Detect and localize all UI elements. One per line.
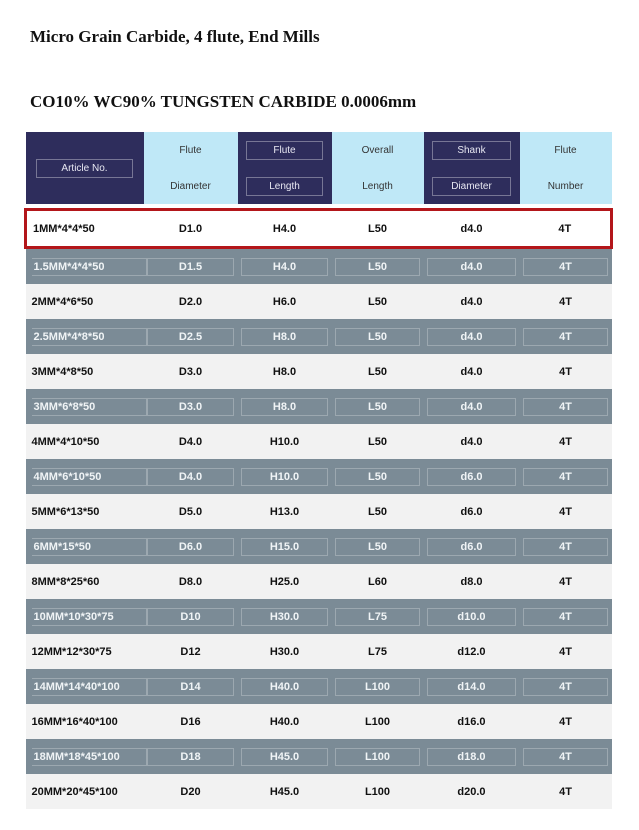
cell-flute-number: 4T xyxy=(520,459,612,494)
cell-article-no: 1.5MM*4*4*50 xyxy=(26,248,144,285)
cell-flute-length: H4.0 xyxy=(238,210,332,248)
cell-flute-number: 4T xyxy=(520,210,612,248)
cell-flute-length: H30.0 xyxy=(238,634,332,669)
header-flute-number-top: Flute xyxy=(520,132,612,168)
cell-flute-length: H8.0 xyxy=(238,354,332,389)
cell-shank-diameter: d4.0 xyxy=(424,424,520,459)
cell-article-no: 14MM*14*40*100 xyxy=(26,669,144,704)
cell-flute-length: H45.0 xyxy=(238,739,332,774)
header-shank-diameter-bottom: Diameter xyxy=(424,168,520,204)
cell-article-no: 2.5MM*4*8*50 xyxy=(26,319,144,354)
cell-flute-diameter: D10 xyxy=(144,599,238,634)
header-overall-length-bottom: Length xyxy=(332,168,424,204)
header-shank-diameter-top: Shank xyxy=(424,132,520,168)
table-row xyxy=(26,599,612,634)
cell-shank-diameter: d16.0 xyxy=(424,704,520,739)
cell-flute-length: H45.0 xyxy=(238,774,332,809)
cell-article-no: 10MM*10*30*75 xyxy=(26,599,144,634)
cell-shank-diameter: d4.0 xyxy=(424,354,520,389)
table-row xyxy=(26,704,612,739)
table-row xyxy=(26,389,612,424)
cell-flute-number: 4T xyxy=(520,564,612,599)
cell-shank-diameter: d8.0 xyxy=(424,564,520,599)
header-flute-length-bottom: Length xyxy=(238,168,332,204)
cell-flute-number: 4T xyxy=(520,319,612,354)
cell-shank-diameter: d18.0 xyxy=(424,739,520,774)
cell-flute-length: H10.0 xyxy=(238,424,332,459)
cell-flute-diameter: D18 xyxy=(144,739,238,774)
cell-shank-diameter: d6.0 xyxy=(424,529,520,564)
cell-flute-diameter: D16 xyxy=(144,704,238,739)
cell-flute-diameter: D6.0 xyxy=(144,529,238,564)
cell-flute-diameter: D8.0 xyxy=(144,564,238,599)
cell-article-no: 3MM*6*8*50 xyxy=(26,389,144,424)
table-row xyxy=(26,739,612,774)
cell-overall-length: L75 xyxy=(332,634,424,669)
header-overall-length-top: Overall xyxy=(332,132,424,168)
cell-flute-length: H4.0 xyxy=(238,248,332,285)
table-row xyxy=(26,774,612,809)
cell-overall-length: L50 xyxy=(332,354,424,389)
header-flute-length-top: Flute xyxy=(238,132,332,168)
header-flute-diameter-top: Flute xyxy=(144,132,238,168)
table-header xyxy=(26,132,612,210)
cell-flute-diameter: D4.0 xyxy=(144,424,238,459)
cell-flute-number: 4T xyxy=(520,424,612,459)
cell-flute-length: H6.0 xyxy=(238,284,332,319)
cell-flute-diameter: D2.5 xyxy=(144,319,238,354)
cell-shank-diameter: d4.0 xyxy=(424,389,520,424)
cell-overall-length: L50 xyxy=(332,284,424,319)
cell-shank-diameter: d20.0 xyxy=(424,774,520,809)
table-row xyxy=(26,669,612,704)
cell-article-no: 20MM*20*45*100 xyxy=(26,774,144,809)
cell-flute-diameter: D20 xyxy=(144,774,238,809)
cell-flute-number: 4T xyxy=(520,634,612,669)
cell-article-no: 18MM*18*45*100 xyxy=(26,739,144,774)
header-flute-number-bottom: Number xyxy=(520,168,612,204)
cell-shank-diameter: d10.0 xyxy=(424,599,520,634)
cell-shank-diameter: d4.0 xyxy=(424,319,520,354)
cell-overall-length: L100 xyxy=(332,774,424,809)
cell-overall-length: L100 xyxy=(332,739,424,774)
cell-flute-diameter: D14 xyxy=(144,669,238,704)
cell-flute-length: H40.0 xyxy=(238,669,332,704)
table-row xyxy=(26,319,612,354)
header-article-no: Article No. xyxy=(26,132,144,204)
cell-flute-length: H10.0 xyxy=(238,459,332,494)
cell-article-no: 12MM*12*30*75 xyxy=(26,634,144,669)
cell-article-no: 3MM*4*8*50 xyxy=(26,354,144,389)
cell-flute-diameter: D1.0 xyxy=(144,210,238,248)
cell-overall-length: L50 xyxy=(332,248,424,285)
cell-shank-diameter: d12.0 xyxy=(424,634,520,669)
cell-shank-diameter: d4.0 xyxy=(424,210,520,248)
cell-flute-number: 4T xyxy=(520,248,612,285)
table-row xyxy=(26,494,612,529)
cell-flute-diameter: D4.0 xyxy=(144,459,238,494)
table-row xyxy=(26,424,612,459)
cell-flute-length: H25.0 xyxy=(238,564,332,599)
cell-flute-number: 4T xyxy=(520,284,612,319)
table-row-selected xyxy=(26,210,612,248)
cell-flute-length: H30.0 xyxy=(238,599,332,634)
cell-article-no: 4MM*4*10*50 xyxy=(26,424,144,459)
cell-flute-number: 4T xyxy=(520,389,612,424)
cell-flute-length: H8.0 xyxy=(238,389,332,424)
table-row xyxy=(26,459,612,494)
header-flute-diameter-bottom: Diameter xyxy=(144,168,238,204)
cell-article-no: 16MM*16*40*100 xyxy=(26,704,144,739)
cell-article-no: 8MM*8*25*60 xyxy=(26,564,144,599)
cell-shank-diameter: d4.0 xyxy=(424,248,520,285)
cell-shank-diameter: d14.0 xyxy=(424,669,520,704)
cell-flute-number: 4T xyxy=(520,669,612,704)
cell-overall-length: L50 xyxy=(332,494,424,529)
cell-shank-diameter: d6.0 xyxy=(424,494,520,529)
cell-overall-length: L50 xyxy=(332,529,424,564)
cell-flute-diameter: D1.5 xyxy=(144,248,238,285)
cell-flute-length: H8.0 xyxy=(238,319,332,354)
cell-flute-diameter: D5.0 xyxy=(144,494,238,529)
cell-overall-length: L50 xyxy=(332,389,424,424)
table-row xyxy=(26,564,612,599)
cell-flute-length: H40.0 xyxy=(238,704,332,739)
cell-overall-length: L50 xyxy=(332,424,424,459)
cell-article-no: 5MM*6*13*50 xyxy=(26,494,144,529)
cell-overall-length: L50 xyxy=(332,459,424,494)
cell-article-no: 6MM*15*50 xyxy=(26,529,144,564)
table-body xyxy=(26,210,612,810)
cell-flute-number: 4T xyxy=(520,599,612,634)
page-title: Micro Grain Carbide, 4 flute, End Mills xyxy=(30,27,320,46)
cell-article-no: 1MM*4*4*50 xyxy=(26,210,144,248)
cell-flute-number: 4T xyxy=(520,354,612,389)
table-row xyxy=(26,284,612,319)
cell-article-no: 2MM*4*6*50 xyxy=(26,284,144,319)
cell-article-no: 4MM*6*10*50 xyxy=(26,459,144,494)
table-row xyxy=(26,248,612,285)
page-subtitle: CO10% WC90% TUNGSTEN CARBIDE 0.0006mm xyxy=(30,92,417,111)
cell-flute-number: 4T xyxy=(520,739,612,774)
cell-overall-length: L100 xyxy=(332,704,424,739)
cell-flute-number: 4T xyxy=(520,774,612,809)
cell-shank-diameter: d6.0 xyxy=(424,459,520,494)
cell-flute-number: 4T xyxy=(520,704,612,739)
cell-flute-diameter: D12 xyxy=(144,634,238,669)
table-row xyxy=(26,354,612,389)
cell-flute-number: 4T xyxy=(520,529,612,564)
cell-shank-diameter: d4.0 xyxy=(424,284,520,319)
table-row xyxy=(26,634,612,669)
cell-overall-length: L50 xyxy=(332,210,424,248)
cell-flute-diameter: D3.0 xyxy=(144,354,238,389)
cell-overall-length: L50 xyxy=(332,319,424,354)
cell-overall-length: L60 xyxy=(332,564,424,599)
table-row xyxy=(26,529,612,564)
cell-flute-number: 4T xyxy=(520,494,612,529)
cell-flute-length: H13.0 xyxy=(238,494,332,529)
spec-table xyxy=(24,132,613,809)
cell-flute-diameter: D2.0 xyxy=(144,284,238,319)
cell-overall-length: L100 xyxy=(332,669,424,704)
cell-overall-length: L75 xyxy=(332,599,424,634)
cell-flute-diameter: D3.0 xyxy=(144,389,238,424)
cell-flute-length: H15.0 xyxy=(238,529,332,564)
